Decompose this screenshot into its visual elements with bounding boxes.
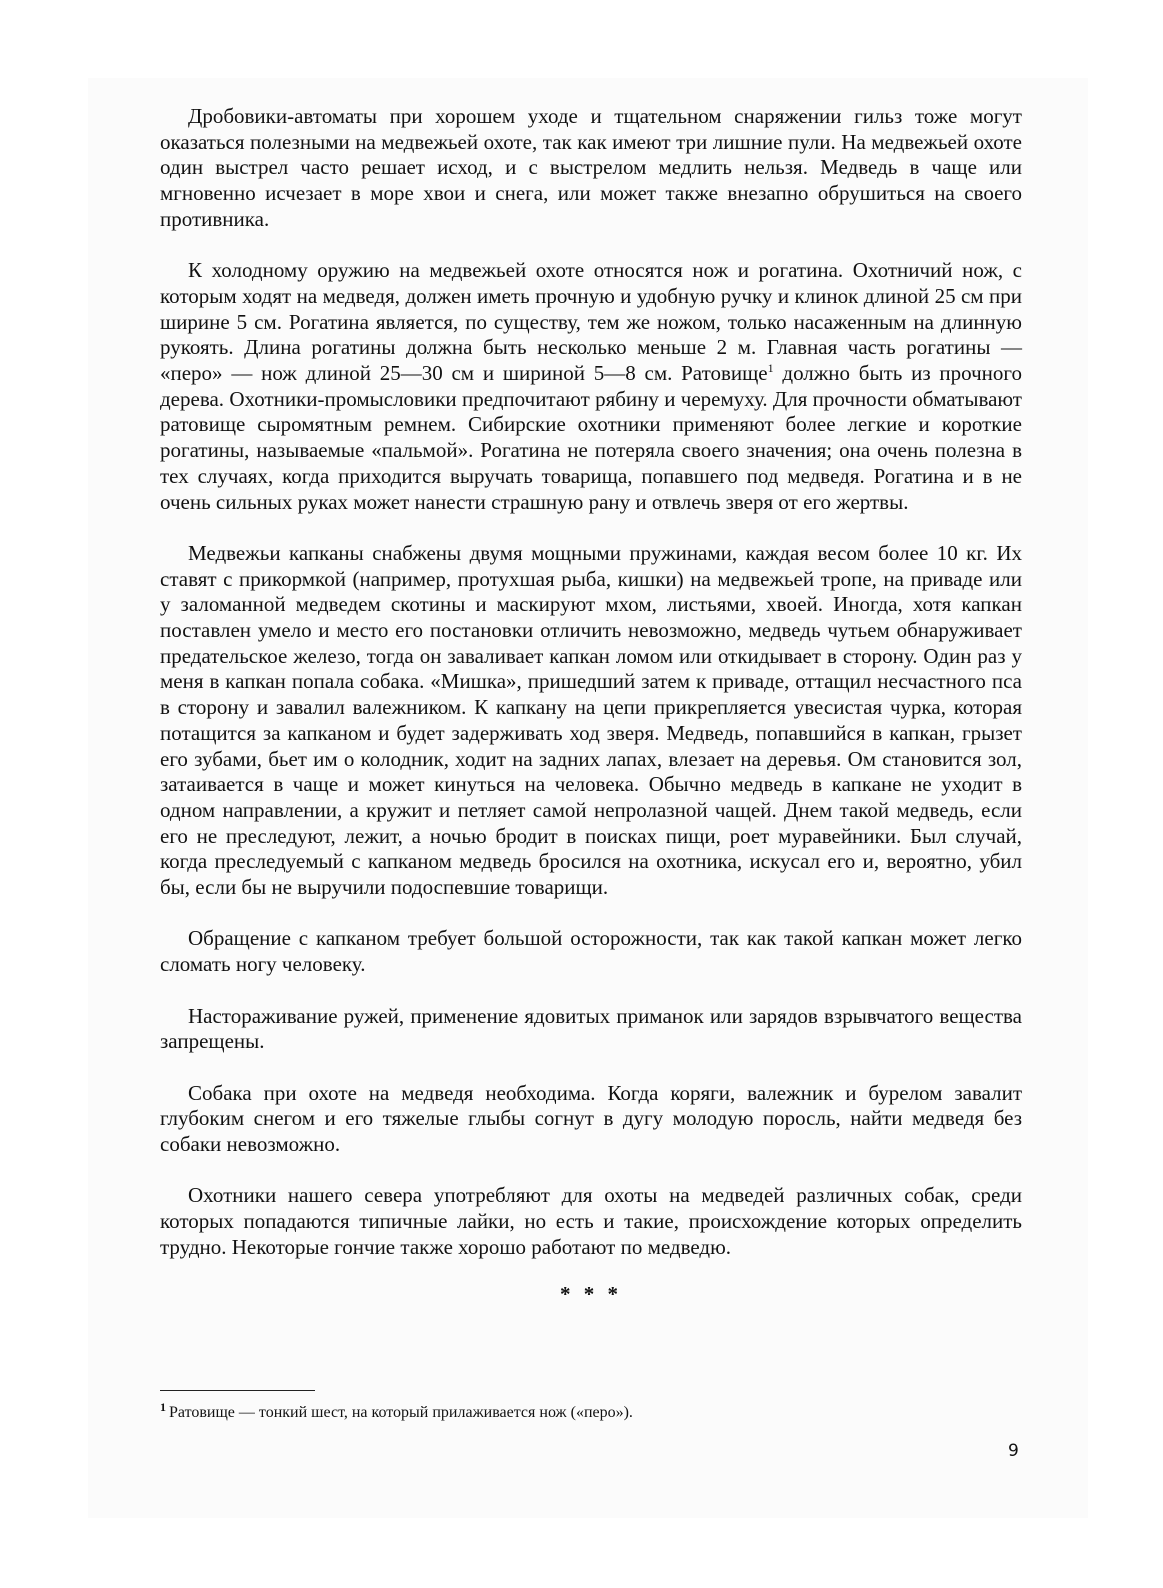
paragraph-cold-weapons-part2: должно быть из прочного дерева. Охотники-промысловики предпочитают рябину и черемуху. Для прочности обматывают ратовище сыромятным ремнем. Сибирские охотники применяют более легкие и короткие рогатины, называемые «пальмой». Рогатина не потеряла своего значения; она очень полезна в тех случаях, когда приходится выручать товарища, попавшего под медведя. Рогатина и в не очень сильных руках может нанести страшную рану и отвлечь зверя от его жертвы. (160, 361, 1022, 514)
paragraph-dog-breeds: Охотники нашего севера употребляют для охоты на медведей различных собак, среди которых попадаются типичные лайки, но есть и такие, происхождение которых определить трудно. Некоторые гончие также хорошо работают по медведю. (160, 1183, 1022, 1259)
footnote (160, 1399, 1022, 1423)
paragraph-cold-weapons-part1: К холодному оружию на медвежьей охоте относятся нож и рогатина. Охотничий нож, с которым ходят на медведя, должен иметь прочную и удобную ручку и клинок длиной 25 см при ширине 5 см. Рогатина является, по существу, тем же ножом, только насаженным на длинную рукоять. Длина рогатины должна быть несколько меньше 2 м. Главная часть рогатины — «перо» — нож длиной 25—30 см и шириной 5—8 см. Ратовище (160, 258, 1022, 386)
paragraph-traps: Медвежьи капканы снабжены двумя мощными пружинами, каждая весом более 10 кг. Их ставят с прикормкой (например, протухшая рыба, кишки) на медвежьей тропе, на приваде или у заломанной медведем скотины и маскируют мхом, листьями, хвоей. Иногда, хотя капкан поставлен умело и место его постановки отличить невозможно, медведь чутьем обнаруживает предательское железо, тогда он заваливает капкан ломом или откидывает в сторону. Один раз у меня в капкан попала собака. «Мишка», пришедший затем к приваде, оттащил несчастного пса в сторону и завалил валежником. К капкану на цепи прикрепляется увесистая чурка, которая потащится за капканом и будет задерживать ход зверя. Медведь, попавшийся в капкан, грызет его зубами, бьет им о колодник, ходит на задних лапах, влезает на деревья. Ом становится зол, затаивается в чаще и может кинуться на человека. Обычно медведь в капкане не уходит в одном направлении, а кружит и петляет самой непролазной чащей. Днем такой медведь, если его не преследуют, лежит, а ночью бродит в поисках пищи, роет муравейники. Был случай, когда преследуемый с капканом медведь бросился на охотника, искусал его и, вероятно, убил бы, если бы не выручили подоспевшие товарищи. (160, 540, 1022, 900)
footnote-divider (160, 1390, 315, 1391)
body-text (160, 104, 1022, 1308)
paragraph-prohibitions: Настораживание ружей, применение ядовитых приманок или зарядов взрывчатого вещества запрещены. (160, 1003, 1022, 1054)
footnote-text: Ратовище — тонкий шест, на который прилаживается нож («перо»). (169, 1404, 633, 1421)
footnote-mark: 1 (160, 1399, 166, 1414)
paragraph-cold-weapons (160, 258, 1022, 515)
paragraph-trap-caution: Обращение с капканом требует большой осторожности, так как такой капкан может легко сломать ногу человеку. (160, 926, 1022, 977)
section-separator: * * * (560, 1282, 622, 1307)
paragraph-dog-needed: Собака при охоте на медведя необходима. Когда коряги, валежник и бурелом завалит глубоким снегом и его тяжелые глыбы согнут в дугу молодую поросль, найти медведя без собаки невозможно. (160, 1080, 1022, 1157)
paragraph-shotguns: Дробовики-автоматы при хорошем уходе и тщательном снаряжении гильз тоже могут оказаться полезными на медвежьей охоте, так как имеют три лишние пули. На медвежьей охоте один выстрел часто решает исход, и с выстрелом медлить нельзя. Медведь в чаще или мгновенно исчезает в море хвои и снега, или может также внезапно обрушиться на своего противника. (160, 104, 1022, 231)
footnote-reference: 1 (767, 361, 774, 376)
page-number: 9 (1008, 1441, 1019, 1461)
